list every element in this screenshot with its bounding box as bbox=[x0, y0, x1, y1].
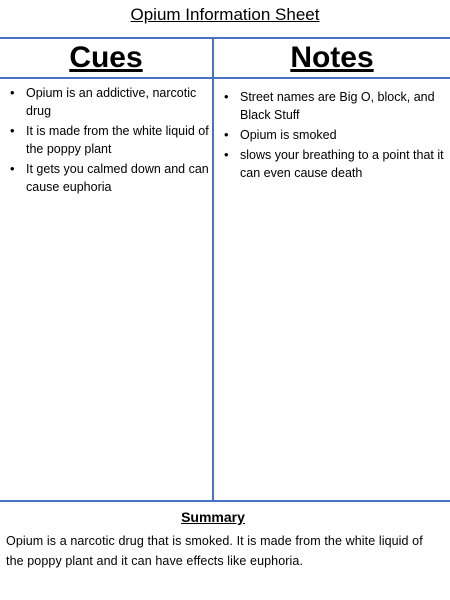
sheet-title: Opium Information Sheet bbox=[130, 5, 320, 24]
summary-text: Opium is a narcotic drug that is smoked. It is made from the white liquid of the poppy plant and it can have effects like euphoria. bbox=[6, 534, 423, 568]
cues-item: • Opium is an addictive, narcotic drug bbox=[26, 84, 216, 120]
cues-list bbox=[6, 84, 216, 198]
notes-item: • Street names are Big O, block, and Black Stuff bbox=[240, 88, 450, 124]
top-divider bbox=[0, 37, 450, 39]
heading-divider bbox=[0, 77, 450, 79]
summary-heading: Summary bbox=[181, 509, 245, 525]
notes-heading: Notes bbox=[290, 41, 374, 74]
cues-item: • It is made from the white liquid of the poppy plant bbox=[26, 122, 216, 158]
cues-item: • It gets you calmed down and can cause euphoria bbox=[26, 160, 216, 196]
notes-item: • Opium is smoked bbox=[240, 126, 450, 144]
notes-list bbox=[220, 88, 450, 184]
summary-divider bbox=[0, 500, 450, 502]
cues-heading: Cues bbox=[69, 41, 143, 74]
notes-item: • slows your breathing to a point that it can even cause death bbox=[240, 146, 450, 182]
